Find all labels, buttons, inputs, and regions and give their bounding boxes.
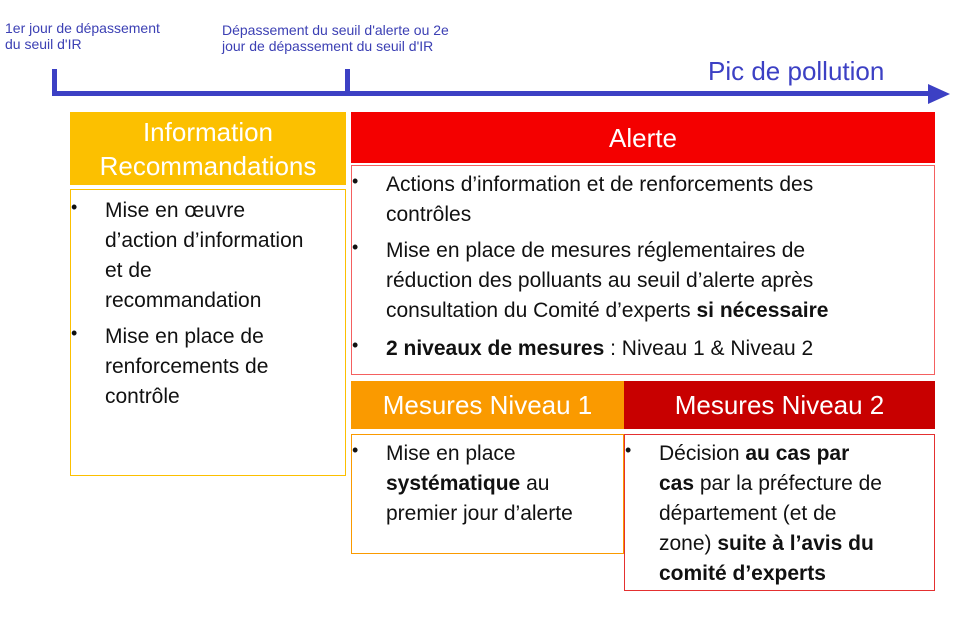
n1-line2-bold: systématique [386, 472, 521, 495]
alerte-bullet-1 [352, 170, 814, 230]
header-alerte: Alerte [351, 112, 935, 163]
n2-line4-bold: suite à l’avis du [717, 532, 874, 555]
timeline-tick-alerte [345, 69, 350, 93]
n1-bullet-1 [352, 439, 573, 529]
n2-line5 [659, 559, 882, 589]
box-alerte [351, 165, 935, 375]
info-b1-line2: d’action d’information [105, 229, 304, 252]
timeline-label-ir-line2: du seuil d'IR [5, 36, 82, 52]
alerte-b1-line2: contrôles [386, 203, 472, 226]
info-b1-line4: recommandation [105, 289, 262, 312]
box-information [70, 189, 346, 476]
box-niveau-1 [351, 434, 624, 554]
alerte-b3-text: : Niveau 1 & Niveau 2 [604, 337, 814, 360]
alerte-b1-line1: Actions d’information et de renforcements des [386, 173, 814, 196]
n2-line2 [659, 469, 882, 499]
n1-line1: Mise en place [386, 442, 516, 465]
alerte-bullet-2 [352, 236, 829, 326]
bullet-dot: • [352, 335, 359, 355]
bullet-dot: • [352, 171, 359, 191]
info-bullet-2 [71, 322, 269, 412]
header-niveau-1: Mesures Niveau 1 [351, 381, 624, 429]
timeline-axis [52, 91, 932, 96]
alerte-b2-line3-bold: si nécessaire [696, 299, 829, 322]
alerte-b2-line3-text: consultation du Comité d’experts [386, 299, 697, 322]
timeline-label-alerte-line2: jour de dépassement du seuil d'IR [222, 38, 434, 54]
info-b2-line3: contrôle [105, 385, 180, 408]
bullet-dot: • [71, 323, 78, 343]
header-niveau-2: Mesures Niveau 2 [624, 381, 935, 429]
axis-title: Pic de pollution [708, 56, 885, 86]
timeline-label-alerte-line1: Dépassement du seuil d'alerte ou 2e [222, 22, 449, 38]
alerte-b2-line1: Mise en place de mesures réglementaires de [386, 239, 806, 262]
bullet-dot: • [71, 197, 78, 217]
info-b2-line2: renforcements de [105, 355, 269, 378]
n1-line3: premier jour d’alerte [386, 502, 573, 525]
bullet-dot: • [352, 440, 359, 460]
n2-line3: département (et de [659, 502, 837, 525]
n2-line5-bold: comité d’experts [659, 562, 826, 585]
n2-line1-text: Décision [659, 442, 746, 465]
n1-line2-text: au [520, 472, 550, 495]
n1-line2 [386, 469, 573, 499]
alerte-b2-line3 [386, 296, 828, 326]
alerte-b3-bold: 2 niveaux de mesures [386, 337, 605, 360]
info-b2-line1: Mise en place de [105, 325, 264, 348]
n2-line2-text: par la préfecture de [694, 472, 882, 495]
n2-line4-text: zone) [659, 532, 718, 555]
box-niveau-2 [624, 434, 935, 591]
bullet-dot: • [625, 440, 632, 460]
timeline-label-alerte [222, 22, 449, 54]
bullet-dot: • [352, 237, 359, 257]
info-b1-line3: et de [105, 259, 152, 282]
info-bullet-1 [71, 196, 304, 316]
timeline-tick-ir [52, 69, 57, 93]
header-information [70, 112, 346, 185]
n2-line2-bold: cas [659, 472, 695, 495]
n2-line1-bold: au cas par [745, 442, 850, 465]
alerte-b3-line [386, 334, 813, 364]
n2-line1 [659, 439, 882, 469]
timeline-label-ir-line1: 1er jour de dépassement [5, 20, 160, 36]
info-b1-line1: Mise en œuvre [105, 199, 246, 222]
header-information-line2: Recommandations [99, 150, 317, 181]
n2-line4 [659, 529, 882, 559]
timeline-arrow-head [928, 84, 950, 104]
alerte-b2-line2: réduction des polluants au seuil d’alerte après [386, 269, 814, 292]
header-information-line1: Information [142, 116, 274, 147]
n2-bullet-1 [625, 439, 882, 589]
timeline-label-ir [5, 20, 160, 52]
alerte-bullet-3 [352, 334, 814, 364]
